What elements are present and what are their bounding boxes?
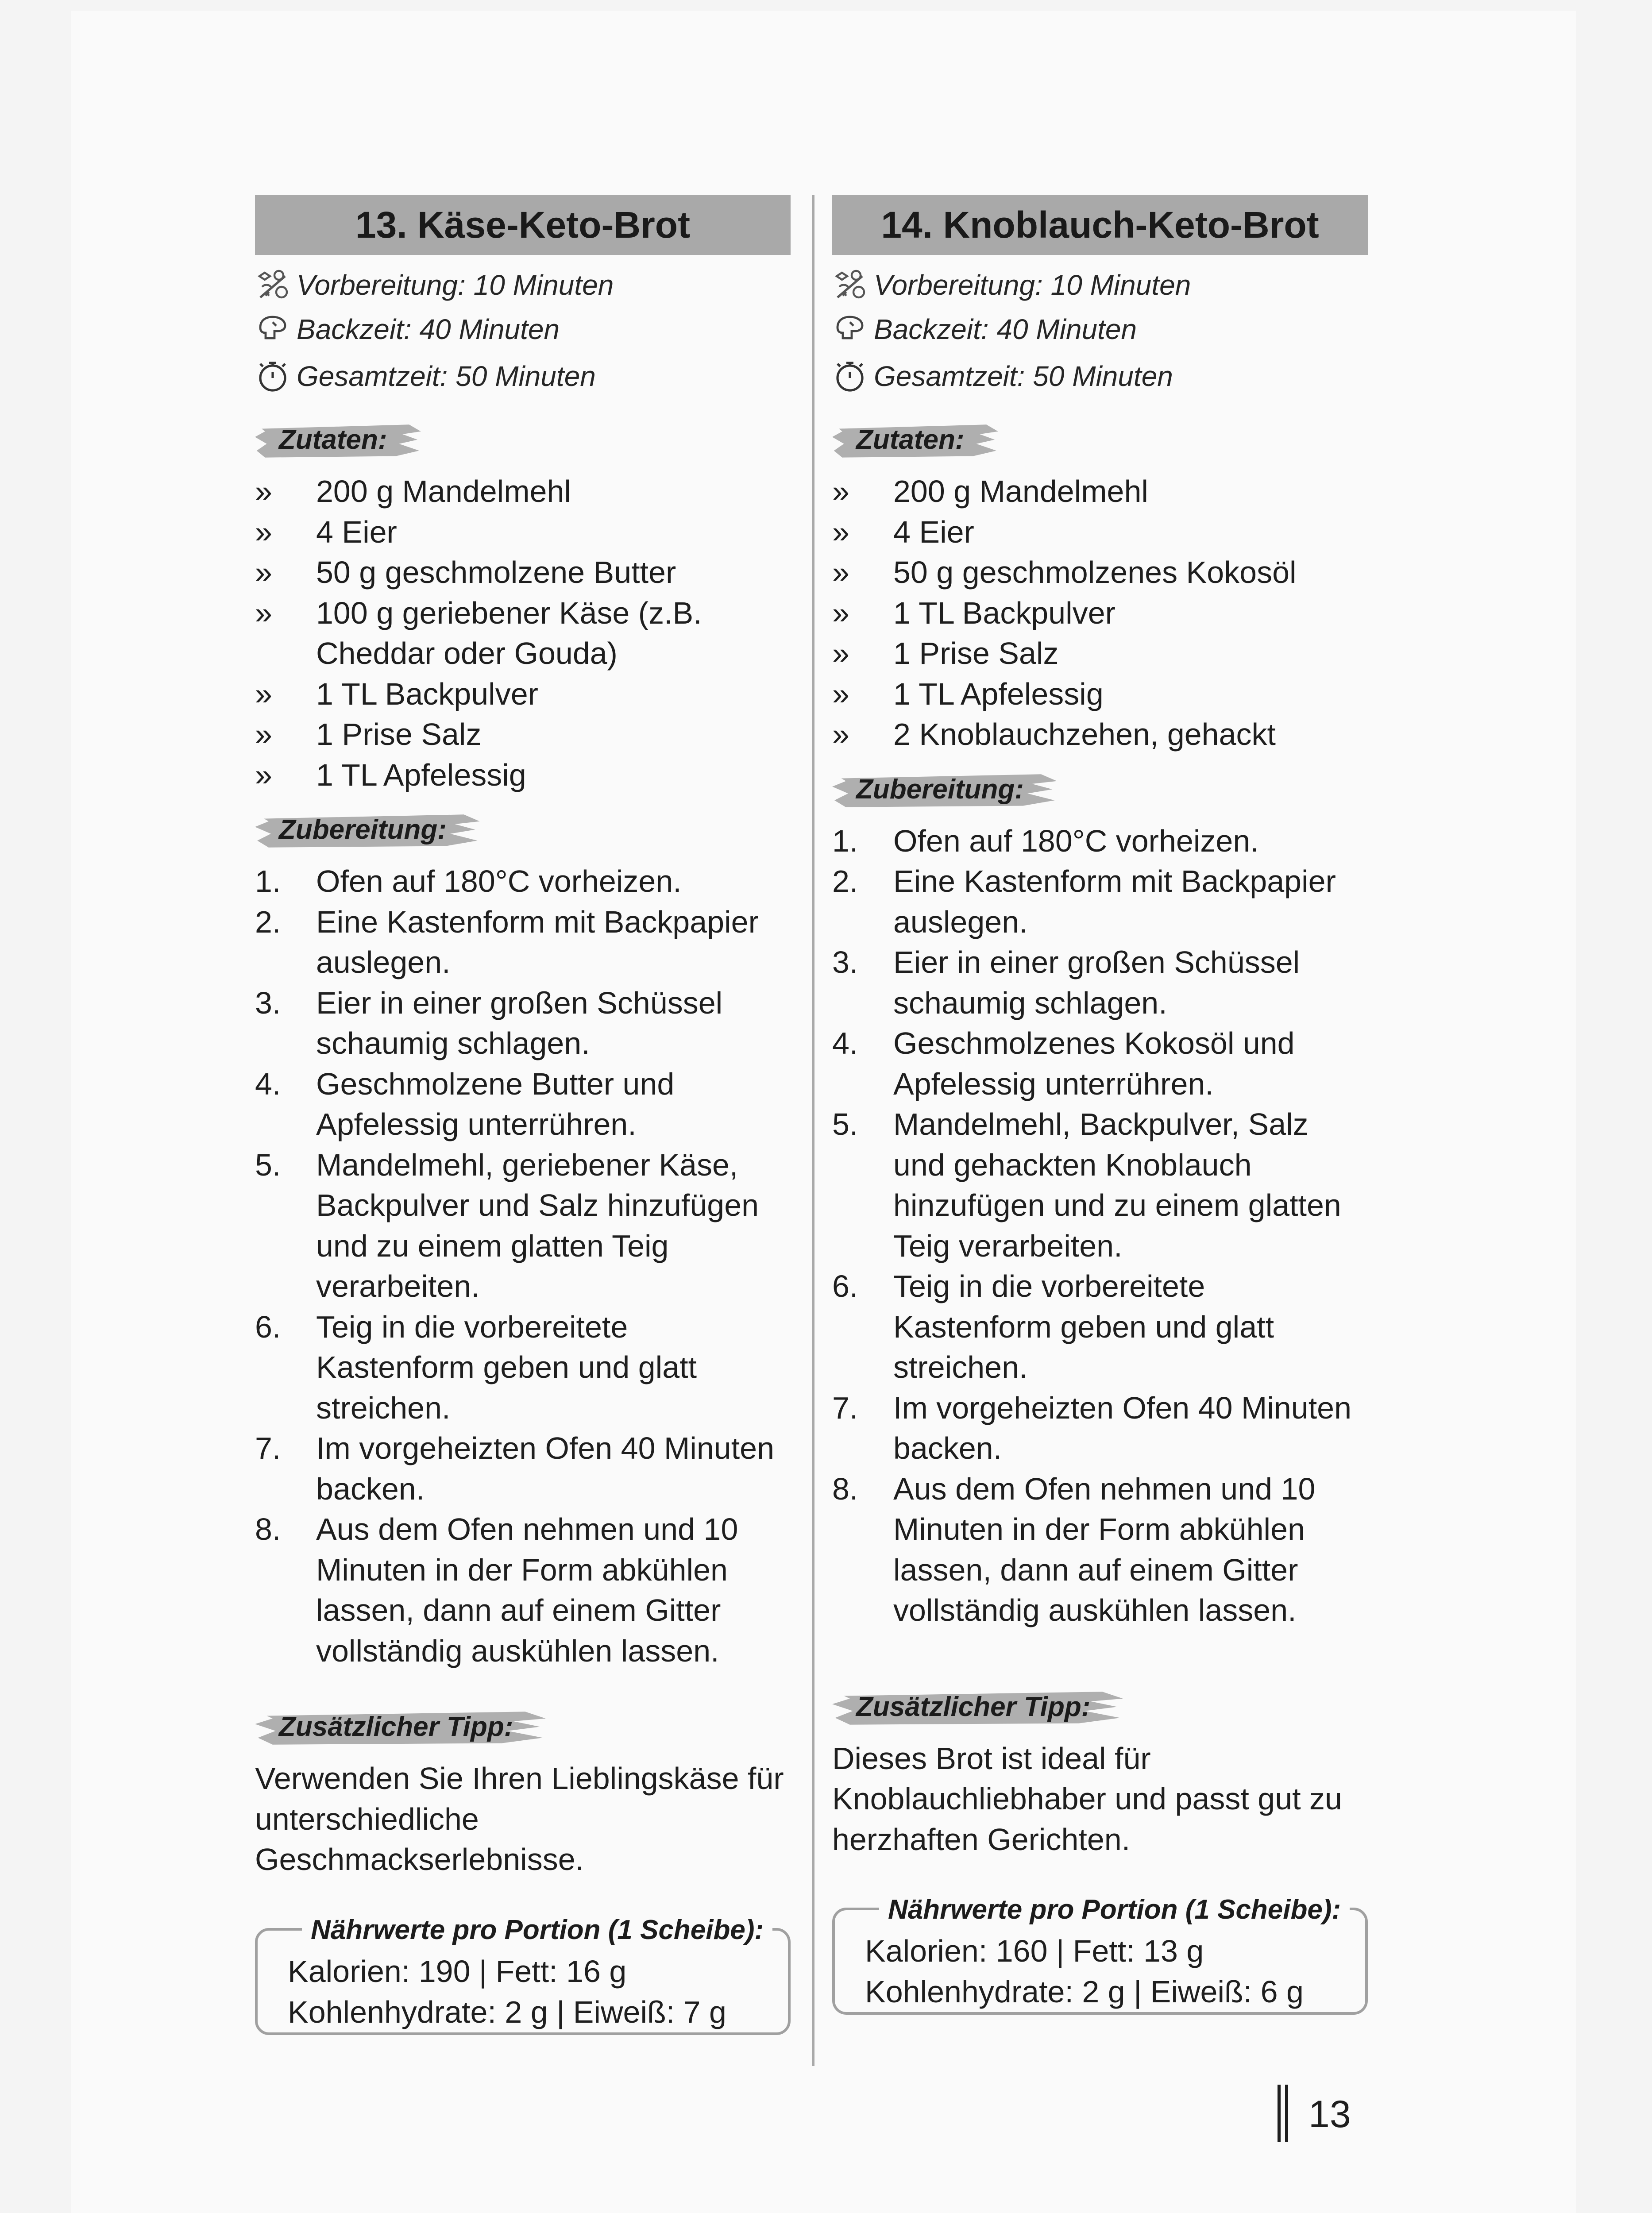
step-item bbox=[255, 1428, 791, 1509]
nutrition-box bbox=[255, 1914, 791, 2035]
nutrition-heading: Nährwerte pro Portion (1 Scheibe): bbox=[302, 1911, 772, 1949]
bullet-marker: » bbox=[832, 636, 849, 671]
total-time-text: Gesamtzeit: 50 Minuten bbox=[874, 360, 1173, 392]
tip-heading bbox=[832, 1688, 1126, 1729]
ingredients-icon bbox=[832, 267, 868, 303]
total-time-text: Gesamtzeit: 50 Minuten bbox=[297, 360, 596, 392]
ingredient-text: 4 Eier bbox=[316, 514, 397, 549]
step-number: 2. bbox=[832, 864, 858, 898]
ingredient-item bbox=[832, 593, 1368, 634]
ingredient-text: 50 g geschmolzenes Kokosöl bbox=[893, 555, 1297, 590]
step-number: 3. bbox=[832, 945, 858, 979]
total-time bbox=[832, 351, 1368, 401]
prep-time bbox=[255, 263, 791, 307]
nutrition-line-calories-fat: Kalorien: 160 | Fett: 13 g bbox=[865, 1934, 1204, 1968]
ingredients-heading-text: Zutaten: bbox=[856, 424, 965, 455]
bake-time bbox=[255, 307, 791, 351]
step-text: Teig in die vorbereitete Kastenform geben und glatt streichen. bbox=[893, 1269, 1274, 1384]
step-text: Geschmolzene Butter und Apfelessig unterrühren. bbox=[316, 1066, 675, 1141]
ingredient-text: 1 Prise Salz bbox=[316, 717, 482, 752]
step-text: Eine Kastenform mit Backpapier auslegen. bbox=[316, 904, 759, 979]
ingredient-text: 1 Prise Salz bbox=[893, 636, 1059, 671]
step-item bbox=[832, 821, 1368, 862]
book-page bbox=[71, 11, 1576, 2213]
bullet-marker: » bbox=[832, 514, 849, 549]
step-item bbox=[255, 983, 791, 1064]
ingredient-text: 100 g geriebener Käse (z.B. Cheddar oder Gouda) bbox=[316, 595, 702, 671]
recipe-column-14 bbox=[832, 195, 1368, 2015]
bullet-marker: » bbox=[832, 595, 849, 630]
time-info bbox=[255, 263, 791, 401]
step-item bbox=[832, 1266, 1368, 1388]
recipe-column-13 bbox=[255, 195, 791, 2035]
ingredients-icon bbox=[255, 267, 290, 303]
recipe-title-text: 14. Knoblauch-Keto-Brot bbox=[881, 204, 1319, 246]
ingredient-item bbox=[255, 714, 791, 755]
ingredient-item bbox=[255, 755, 791, 796]
step-item bbox=[832, 1469, 1368, 1631]
step-list bbox=[832, 821, 1368, 1631]
stopwatch-icon bbox=[832, 359, 868, 394]
step-item bbox=[832, 942, 1368, 1023]
tip-heading-text: Zusätzlicher Tipp: bbox=[856, 1691, 1091, 1722]
bullet-marker: » bbox=[832, 676, 849, 711]
step-number: 7. bbox=[832, 1390, 858, 1425]
ingredient-text: 1 TL Backpulver bbox=[893, 595, 1115, 630]
ingredient-item bbox=[832, 552, 1368, 593]
bullet-marker: » bbox=[832, 474, 849, 509]
bake-time-text: Backzeit: 40 Minuten bbox=[874, 313, 1137, 345]
bullet-marker: » bbox=[832, 555, 849, 590]
ingredient-text: 1 TL Backpulver bbox=[316, 676, 538, 711]
ingredient-text: 1 TL Apfelessig bbox=[316, 757, 526, 792]
nutrition-heading: Nährwerte pro Portion (1 Scheibe): bbox=[879, 1891, 1350, 1929]
step-number: 8. bbox=[832, 1471, 858, 1506]
step-item bbox=[832, 1104, 1368, 1266]
step-number: 6. bbox=[832, 1269, 858, 1303]
step-item bbox=[255, 1307, 791, 1429]
step-text: Geschmolzenes Kokosöl und Apfelessig unterrühren. bbox=[893, 1026, 1295, 1101]
ingredient-item bbox=[832, 674, 1368, 715]
step-number: 6. bbox=[255, 1309, 281, 1344]
tip-text: Dieses Brot ist ideal für Knoblauchliebhaber und passt gut zu herzhaften Gerichten. bbox=[832, 1741, 1342, 1857]
step-list bbox=[255, 861, 791, 1671]
step-text: Eier in einer großen Schüssel schaumig schlagen. bbox=[893, 945, 1300, 1020]
bullet-marker: » bbox=[255, 757, 272, 792]
step-number: 4. bbox=[255, 1066, 281, 1101]
step-item bbox=[255, 902, 791, 983]
step-number: 5. bbox=[255, 1147, 281, 1182]
stopwatch-icon bbox=[255, 359, 290, 394]
recipe-title bbox=[255, 195, 791, 255]
ingredient-item bbox=[255, 552, 791, 593]
step-number: 3. bbox=[255, 985, 281, 1020]
step-text: Ofen auf 180°C vorheizen. bbox=[893, 823, 1259, 858]
tip-heading-text: Zusätzlicher Tipp: bbox=[279, 1712, 513, 1742]
bullet-marker: » bbox=[255, 555, 272, 590]
ingredient-item bbox=[255, 674, 791, 715]
preparation-heading-text: Zubereitung: bbox=[279, 814, 447, 845]
step-number: 8. bbox=[255, 1512, 281, 1546]
nutrition-line-carbs-protein: Kohlenhydrate: 2 g | Eiweiß: 6 g bbox=[865, 1974, 1304, 2009]
ingredient-item bbox=[832, 633, 1368, 674]
step-item bbox=[255, 1509, 791, 1671]
total-time bbox=[255, 351, 791, 401]
oven-mitt-icon bbox=[832, 312, 868, 347]
nutrition-line-calories-fat: Kalorien: 190 | Fett: 16 g bbox=[288, 1954, 627, 1989]
preparation-heading-text: Zubereitung: bbox=[856, 774, 1024, 805]
step-text: Aus dem Ofen nehmen und 10 Minuten in der Form abkühlen lassen, dann auf einem Gitter vollständig auskühlen lassen. bbox=[316, 1512, 738, 1668]
ingredient-text: 2 Knoblauchzehen, gehackt bbox=[893, 717, 1276, 752]
step-text: Eine Kastenform mit Backpapier auslegen. bbox=[893, 864, 1336, 939]
ingredient-item bbox=[255, 593, 791, 674]
step-item bbox=[255, 861, 791, 902]
prep-time-text: Vorbereitung: 10 Minuten bbox=[297, 269, 614, 301]
step-number: 1. bbox=[832, 823, 858, 858]
step-text: Aus dem Ofen nehmen und 10 Minuten in der Form abkühlen lassen, dann auf einem Gitter vollständig auskühlen lassen. bbox=[893, 1471, 1316, 1627]
ingredients-heading-text: Zutaten: bbox=[279, 424, 387, 455]
step-number: 1. bbox=[255, 864, 281, 898]
prep-time-text: Vorbereitung: 10 Minuten bbox=[874, 269, 1191, 301]
recipe-title bbox=[832, 195, 1368, 255]
preparation-heading bbox=[255, 810, 482, 852]
time-info bbox=[832, 263, 1368, 401]
recipe-title-text: 13. Käse-Keto-Brot bbox=[355, 204, 691, 246]
bullet-marker: » bbox=[255, 474, 272, 509]
step-text: Im vorgeheizten Ofen 40 Minuten backen. bbox=[316, 1431, 775, 1506]
ingredient-item bbox=[832, 512, 1368, 553]
tip-text: Verwenden Sie Ihren Lieblingskäse für unterschiedliche Geschmackserlebnisse. bbox=[255, 1761, 784, 1877]
bullet-marker: » bbox=[832, 717, 849, 752]
nutrition-line-carbs-protein: Kohlenhydrate: 2 g | Eiweiß: 7 g bbox=[288, 1994, 726, 2029]
ingredients-heading bbox=[832, 420, 1000, 462]
step-number: 7. bbox=[255, 1431, 281, 1465]
preparation-heading bbox=[832, 770, 1059, 811]
ingredient-text: 4 Eier bbox=[893, 514, 974, 549]
ingredient-text: 1 TL Apfelessig bbox=[893, 676, 1104, 711]
ingredient-text: 200 g Mandelmehl bbox=[316, 474, 571, 509]
page-number-bar bbox=[1278, 2085, 1288, 2142]
ingredient-list bbox=[832, 471, 1368, 755]
step-item bbox=[832, 1388, 1368, 1469]
ingredient-text: 50 g geschmolzene Butter bbox=[316, 555, 676, 590]
ingredient-list bbox=[255, 471, 791, 795]
step-item bbox=[832, 861, 1368, 942]
step-text: Im vorgeheizten Ofen 40 Minuten backen. bbox=[893, 1390, 1352, 1465]
bullet-marker: » bbox=[255, 717, 272, 752]
step-number: 2. bbox=[255, 904, 281, 939]
oven-mitt-icon bbox=[255, 312, 290, 347]
nutrition-box bbox=[832, 1894, 1368, 2015]
bullet-marker: » bbox=[255, 514, 272, 549]
step-text: Ofen auf 180°C vorheizen. bbox=[316, 864, 682, 898]
tip-heading bbox=[255, 1708, 548, 1749]
step-item bbox=[255, 1064, 791, 1145]
bake-time bbox=[832, 307, 1368, 351]
bullet-marker: » bbox=[255, 676, 272, 711]
step-number: 5. bbox=[832, 1107, 858, 1141]
bullet-marker: » bbox=[255, 595, 272, 630]
step-item bbox=[255, 1145, 791, 1307]
step-text: Mandelmehl, geriebener Käse, Backpulver und Salz hinzufügen und zu einem glatten Teig verarbeiten. bbox=[316, 1147, 759, 1303]
page-number: 13 bbox=[1308, 2093, 1351, 2136]
ingredient-item bbox=[832, 471, 1368, 512]
ingredient-item bbox=[255, 471, 791, 512]
ingredient-item bbox=[832, 714, 1368, 755]
step-text: Teig in die vorbereitete Kastenform geben und glatt streichen. bbox=[316, 1309, 697, 1425]
step-text: Mandelmehl, Backpulver, Salz und gehackten Knoblauch hinzufügen und zu einem glatten Teig verarbeiten. bbox=[893, 1107, 1341, 1263]
bake-time-text: Backzeit: 40 Minuten bbox=[297, 313, 560, 345]
prep-time bbox=[832, 263, 1368, 307]
column-divider bbox=[812, 195, 814, 2066]
ingredient-item bbox=[255, 512, 791, 553]
step-item bbox=[832, 1023, 1368, 1104]
step-number: 4. bbox=[832, 1026, 858, 1060]
ingredient-text: 200 g Mandelmehl bbox=[893, 474, 1148, 509]
step-text: Eier in einer großen Schüssel schaumig schlagen. bbox=[316, 985, 723, 1060]
ingredients-heading bbox=[255, 420, 423, 462]
